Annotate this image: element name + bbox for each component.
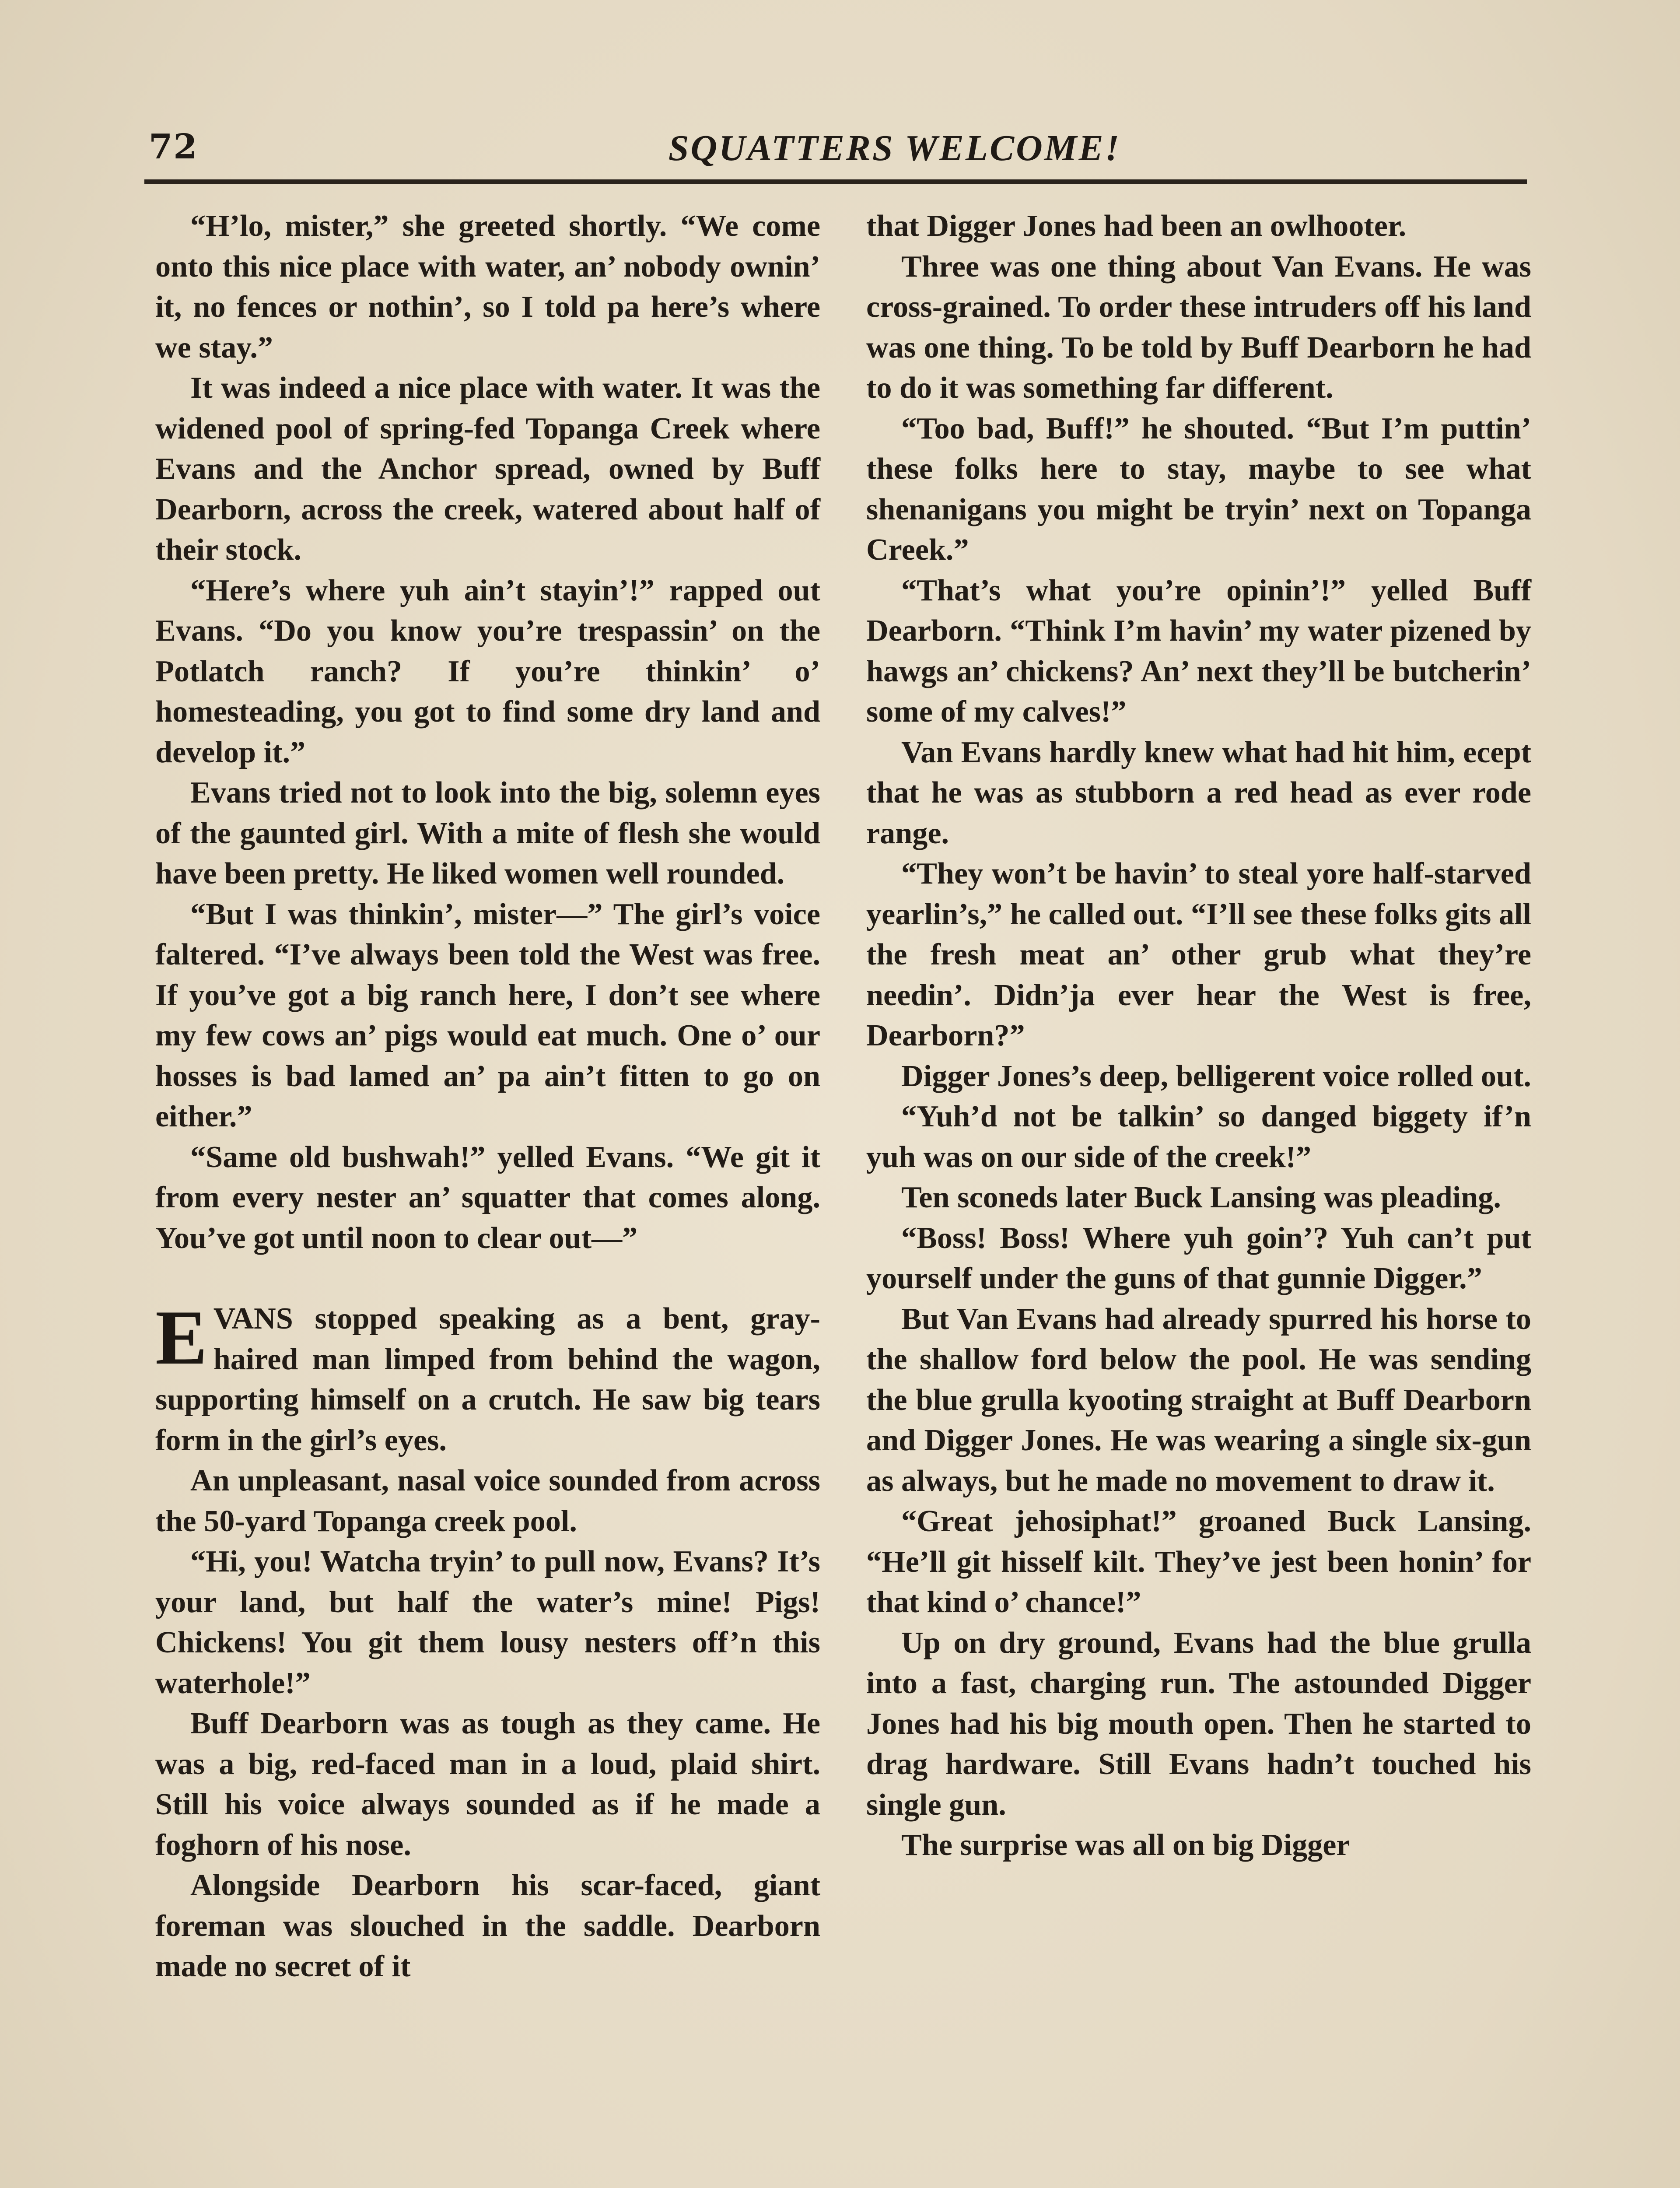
paragraph: Ten sconeds later Buck Lansing was pleading. [901, 1180, 1501, 1214]
paragraph: Evans tried not to look into the big, solemn eyes of the gaunted girl. With a mite of flesh she would have been pretty. He liked women well rounded. [155, 775, 820, 891]
dropcap-paragraph-text: VANS stopped speaking as a bent, gray-haired man limped from behind the wagon, supporting himself on a crutch. He saw big tears form in the girl’s eyes. [155, 1301, 820, 1457]
continued-paragraph: that Digger Jones had been an owlhooter. [866, 209, 1407, 243]
paragraph: Up on dry ground, Evans had the blue grulla into a fast, charging run. The astounded Digger Jones had his big mouth open. Then he started to drag hardware. Still Evans hadn’t touched his single gun. [866, 1625, 1531, 1822]
paragraph: “Here’s where yuh ain’t stayin’!” rapped out Evans. “Do you know you’re trespassin’ on the Potlatch ranch? If you’re thinkin’ o’ homesteading, you got to find some dry land and develop it.” [155, 573, 820, 769]
paragraph: Digger Jones’s deep, belligerent voice rolled out. [901, 1059, 1531, 1093]
paragraph: Buff Dearborn was as tough as they came. He was a big, red-faced man in a loud, plaid shirt. Still his voice always sounded as if he made a foghorn of his nose. [155, 1706, 820, 1862]
paragraph: Van Evans hardly knew what had hit him, ecept that he was as stubborn a red head as ever rode range. [866, 735, 1531, 850]
right-column [866, 206, 1531, 1865]
paragraph: The surprise was all on big Digger [901, 1828, 1350, 1862]
paragraph: Three was one thing about Van Evans. He was cross-grained. To order these intruders off his land was one thing. To be told by Buff Dearborn he had to do it was something far different. [866, 249, 1531, 405]
running-title: SQUATTERS WELCOME! [668, 128, 1121, 168]
paragraph: “Hi, you! Watcha tryin’ to pull now, Evans? It’s your land, but half the water’s mine! Pigs! Chickens! You git them lousy nesters off’n this waterhole!” [155, 1544, 820, 1700]
left-column [155, 206, 820, 1987]
paragraph: But Van Evans had already spurred his horse to the shallow ford below the pool. He was sending the blue grulla kyooting straight at Buff Dearborn and Digger Jones. He was wearing a single six-gun as always, but he made no movement to draw it. [866, 1301, 1531, 1498]
paragraph: “They won’t be havin’ to steal yore half-starved yearlin’s,” he called out. “I’ll see these folks gits all the fresh meat an’ other grub what they’re needin’. Didn’ja ever hear the West is free, Dearborn?” [866, 856, 1531, 1052]
paragraph: “Great jehosiphat!” groaned Buck Lansing. “He’ll git hisself kilt. They’ve jest been honin’ for that kind o’ chance!” [866, 1504, 1531, 1619]
drop-cap: E [155, 1294, 207, 1381]
paragraph: It was indeed a nice place with water. It was the widened pool of spring-fed Topanga Creek where Evans and the Anchor spread, owned by Buff Dearborn, across the creek, watered about half of their stock. [155, 371, 820, 567]
page-number: 72 [149, 127, 198, 167]
paragraph: “Same old bushwah!” yelled Evans. “We git it from every nester an’ squatter that comes along. You’ve got until noon to clear out—” [155, 1140, 820, 1255]
paragraph: “Boss! Boss! Where yuh goin’? Yuh can’t put yourself under the guns of that gunnie Digger.” [866, 1220, 1531, 1295]
paragraph: “That’s what you’re opinin’!” yelled Buff Dearborn. “Think I’m havin’ my water pizened by hawgs an’ chickens? An’ next they’ll be butcherin’ some of my calves!” [866, 573, 1531, 729]
paragraph: Alongside Dearborn his scar-faced, giant foreman was slouched in the saddle. Dearborn made no secret of it [155, 1868, 820, 1983]
section-break [155, 1258, 820, 1298]
header-rule [144, 179, 1527, 184]
page-header [149, 127, 1527, 184]
dropcap-paragraph [155, 1294, 820, 1460]
paragraph: “H’lo, mister,” she greeted shortly. “We come onto this nice place with water, an’ nobody ownin’ it, no fences or nothin’, so I told pa here’s where we stay.” [155, 209, 820, 365]
paragraph: “Too bad, Buff!” he shouted. “But I’m puttin’ these folks here to stay, maybe to see what shenanigans you might be tryin’ next on Topanga Creek.” [866, 411, 1531, 567]
paragraph: An unpleasant, nasal voice sounded from across the 50-yard Topanga creek pool. [155, 1463, 820, 1538]
paragraph: “Yuh’d not be talkin’ so danged biggety if’n yuh was on our side of the creek!” [866, 1099, 1531, 1174]
paragraph: “But I was thinkin’, mister—” The girl’s voice faltered. “I’ve always been told the West was free. If you’ve got a big ranch here, I don’t see where my few cows an’ pigs would eat much. One o’ our hosses is bad lamed an’ pa ain’t fitten to go on either.” [155, 897, 820, 1133]
